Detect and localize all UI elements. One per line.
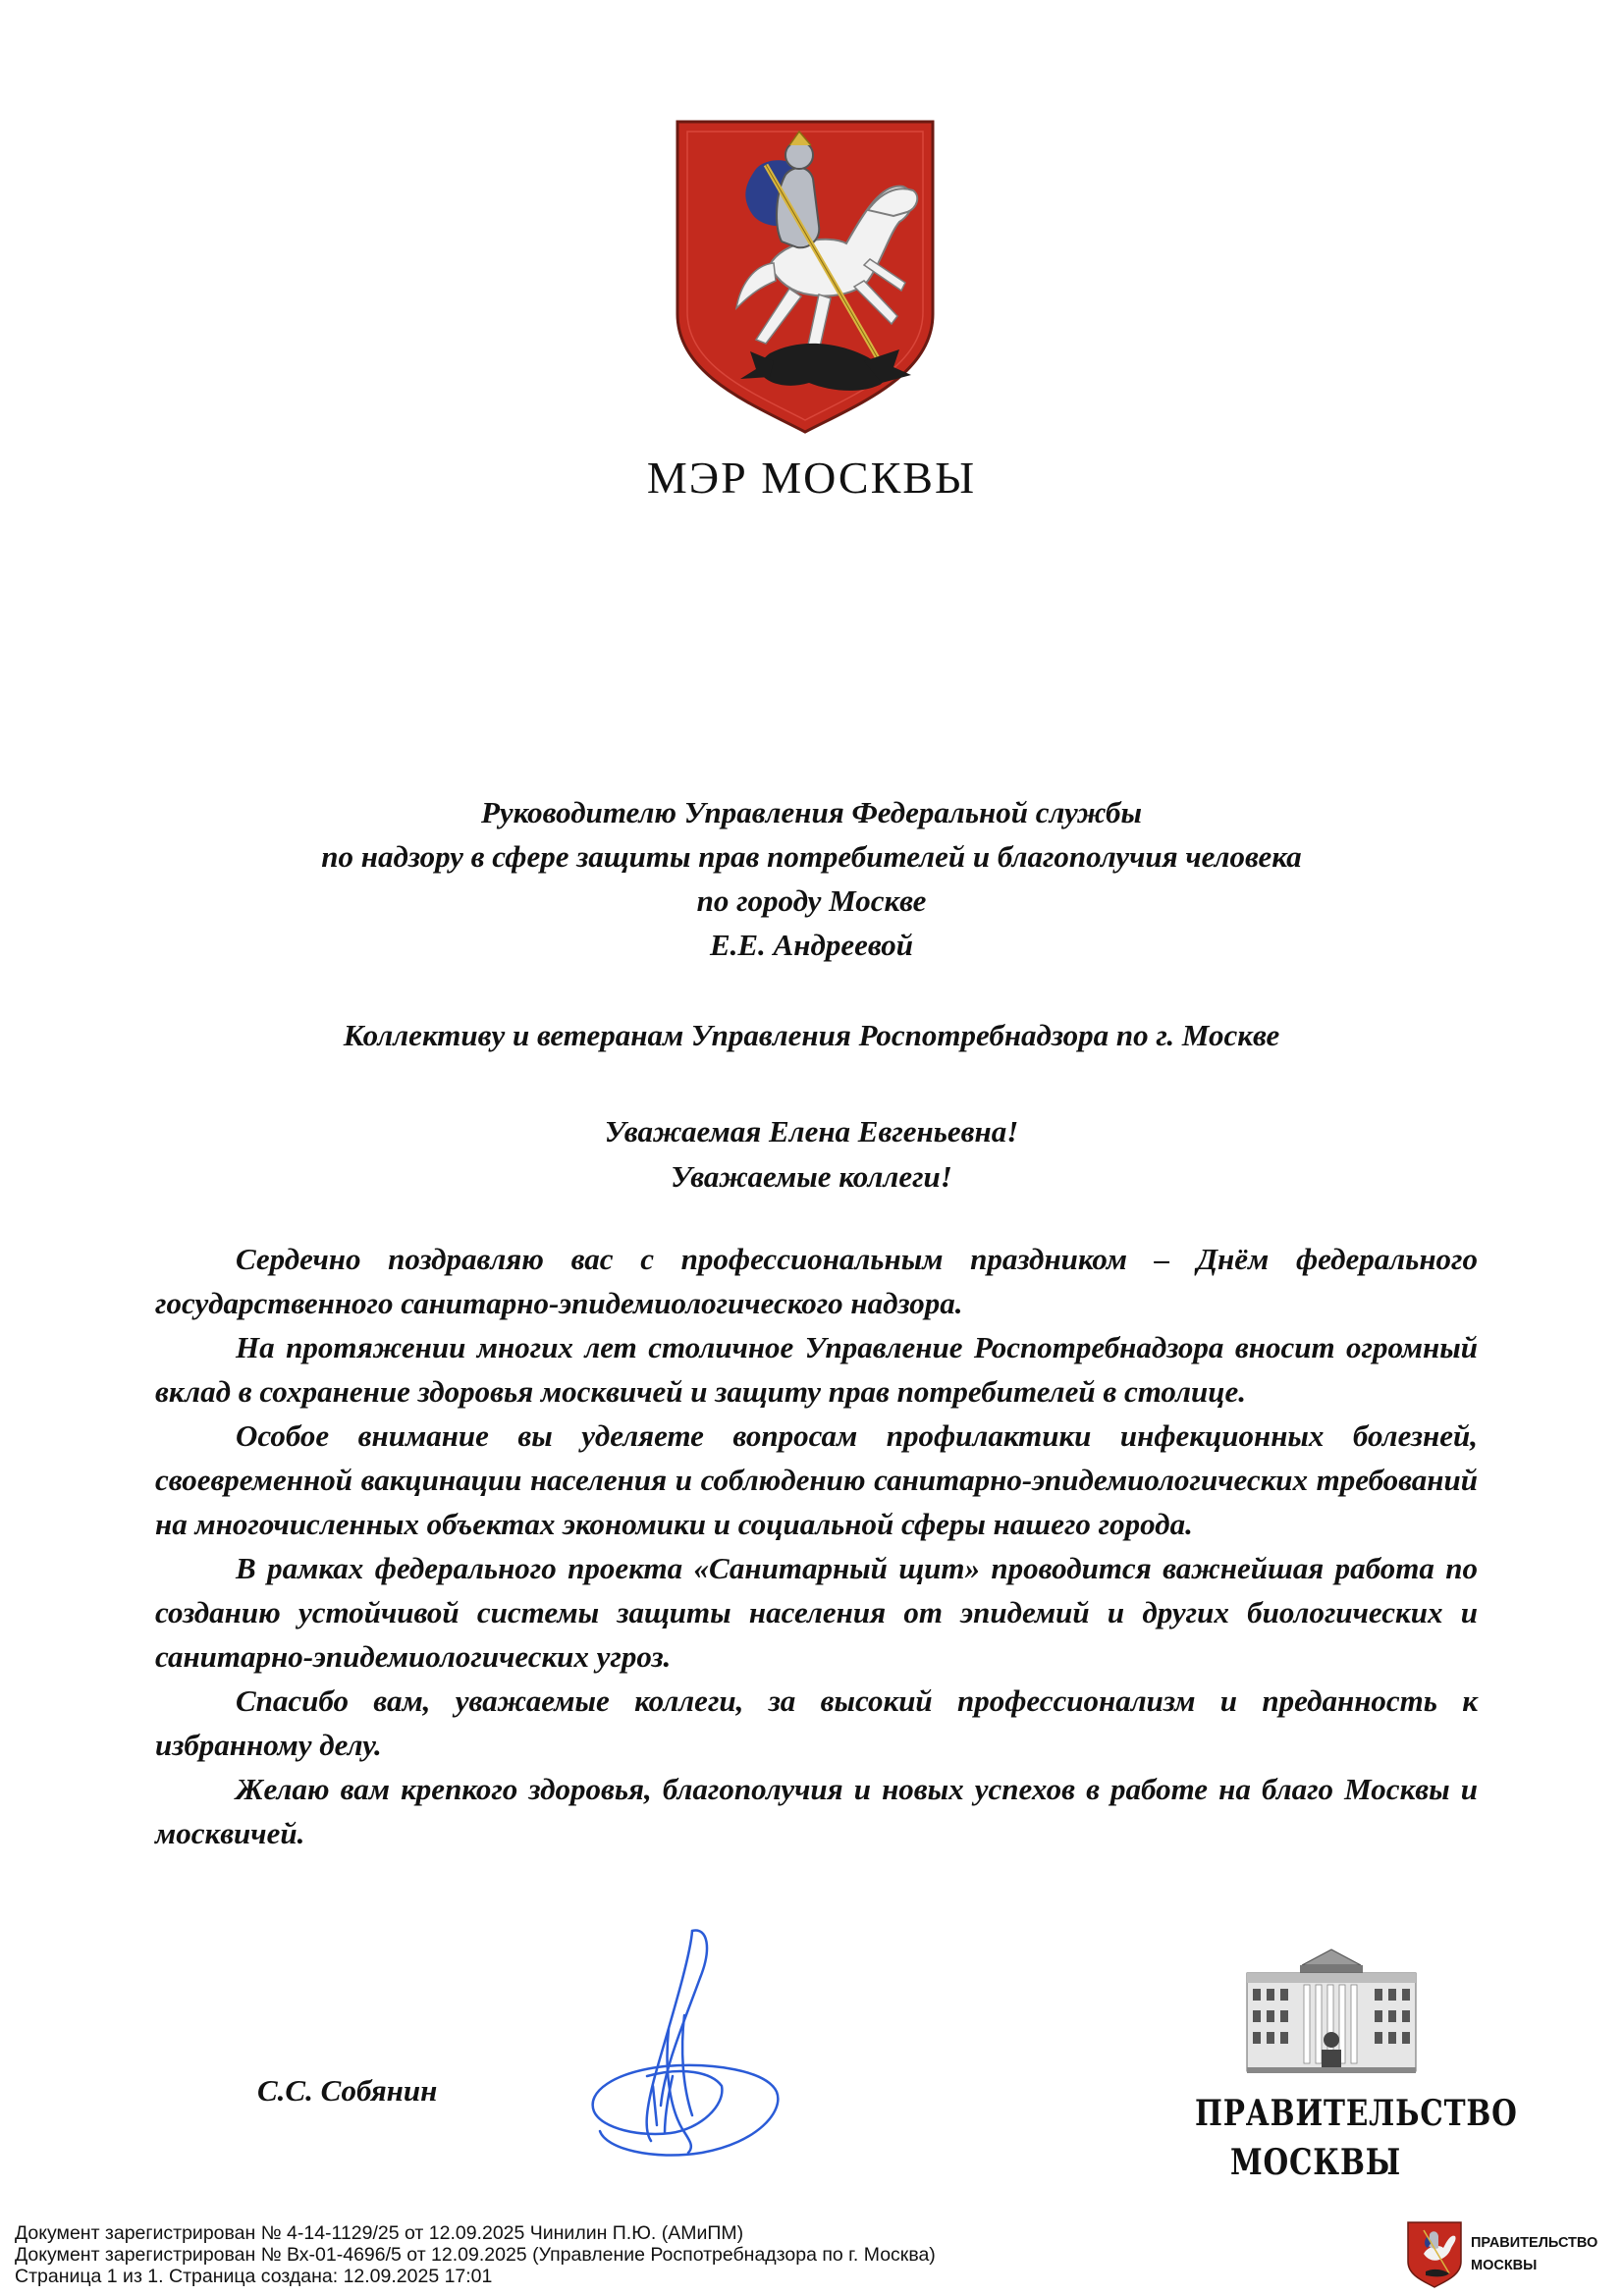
collective-addressee: Коллективу и ветеранам Управления Роспотребнадзора по г. Москве	[343, 1018, 1280, 1052]
addressee-line: по городу Москве	[696, 883, 927, 918]
signer-name: С.С. Собянин	[257, 2073, 438, 2108]
addressee-name: Е.Е. Андреевой	[709, 928, 914, 962]
body-paragraph: Желаю вам крепкого здоровья, благополучия и новых успехов в работе на благо Москвы и москвичей.	[155, 1772, 1478, 1850]
registration-line: Документ зарегистрирован № 4-14-1129/25 от 12.09.2025 Чинилин П.Ю. (АМиПМ)	[15, 2222, 744, 2244]
footer-logo-text	[1471, 2232, 1597, 2277]
footer-logo-line-2: МОСКВЫ	[1471, 2258, 1538, 2273]
government-name-line-1: ПРАВИТЕЛЬСТВО	[1195, 2093, 1518, 2134]
government-building-icon	[1243, 1944, 1420, 2076]
page-info-line: Страница 1 из 1. Страница создана: 12.09.2025 17:01	[15, 2266, 493, 2287]
mini-coat-of-arms-icon	[1406, 2220, 1463, 2289]
salutation-line-1: Уважаемая Елена Евгеньевна!	[604, 1114, 1019, 1148]
government-name-line-2: МОСКВЫ	[1229, 2142, 1402, 2183]
registration-line: Документ зарегистрирован № Вх-01-4696/5 от 12.09.2025 (Управление Роспотребнадзора по г. Москва)	[15, 2244, 936, 2266]
salutation-line-2: Уважаемые коллеги!	[671, 1159, 952, 1194]
government-name	[1195, 2089, 1518, 2187]
addressee-line: по надзору в сфере защиты прав потребителей и благополучия человека	[321, 839, 1302, 874]
addressee-line: Руководителю Управления Федеральной службы	[480, 795, 1143, 829]
body-paragraph: На протяжении многих лет столичное Управление Роспотребнадзора вносит огромный вклад в сохранение здоровья москвичей и защиту прав потребителей в столице.	[155, 1330, 1478, 1409]
footer-government-logo	[1406, 2220, 1612, 2289]
addressee-block	[118, 790, 1505, 967]
salutation	[118, 1109, 1505, 1200]
body-paragraph: В рамках федерального проекта «Санитарный щит» проводится важнейшая работа по созданию устойчивой системы защиты населения от эпидемий и других биологических и санитарно-эпидемиологических угроз.	[155, 1551, 1478, 1674]
letter-body	[155, 1237, 1478, 1855]
registration-footer	[15, 2222, 1389, 2287]
footer-logo-line-1: ПРАВИТЕЛЬСТВО	[1471, 2235, 1598, 2251]
handwritten-signature-icon	[574, 1919, 800, 2174]
moscow-coat-of-arms-icon	[672, 118, 939, 436]
body-paragraph: Особое внимание вы уделяете вопросам профилактики инфекционных болезней, своевременной вакцинации населения и соблюдению санитарно-эпидемиологических требований на многочисленных объектах экономики и социальной сферы нашего города.	[155, 1418, 1478, 1541]
body-paragraph: Спасибо вам, уважаемые коллеги, за высокий профессионализм и преданность к избранному делу.	[155, 1683, 1478, 1762]
body-paragraph: Сердечно поздравляю вас с профессиональным праздником – Днём федерального государственного санитарно-эпидемиологического надзора.	[155, 1242, 1478, 1320]
government-stamp	[1168, 1944, 1518, 2204]
letterhead-title: МЭР МОСКВЫ	[646, 453, 977, 503]
